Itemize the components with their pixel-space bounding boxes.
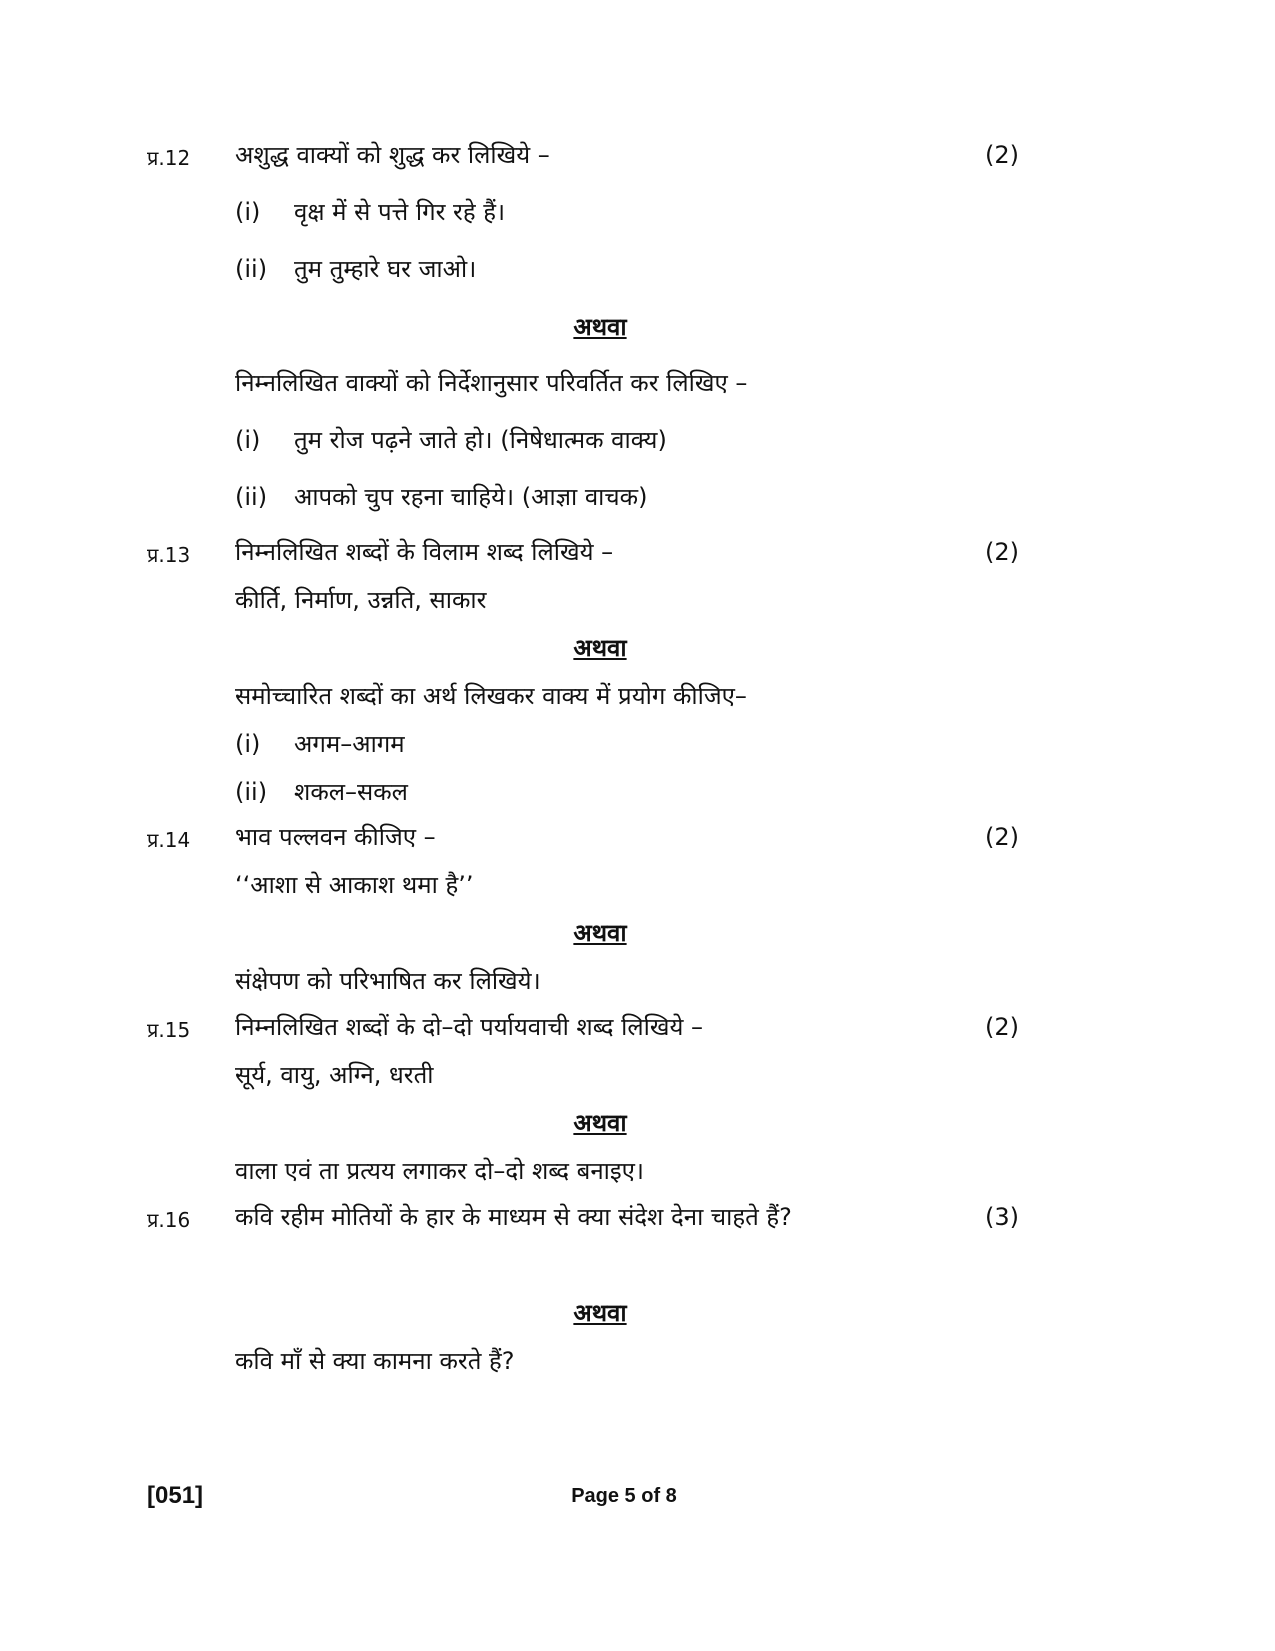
question-number: प्र.14 (147, 828, 191, 852)
alt-question-text: निम्नलिखित वाक्यों को निर्देशानुसार परिवर्तित कर लिखिए – (235, 369, 748, 397)
question-marks: (2) (985, 823, 1019, 851)
or-heading: अथवा (573, 634, 627, 662)
question-text: भाव पल्लवन कीजिए – (235, 823, 436, 851)
or-heading: अथवा (573, 313, 627, 341)
question-text: अशुद्ध वाक्यों को शुद्ध कर लिखिये – (235, 141, 550, 169)
question-number: प्र.12 (147, 146, 191, 170)
item-text: अगम–आगम (294, 730, 405, 758)
item-text: तुम रोज पढ़ने जाते हो। (निषेधात्मक वाक्य) (294, 426, 667, 454)
item-text: आपको चुप रहना चाहिये। (आज्ञा वाचक) (294, 483, 648, 511)
question-marks: (2) (985, 1013, 1019, 1041)
item-text: शकल–सकल (294, 778, 408, 806)
or-heading: अथवा (573, 1299, 627, 1327)
question-text: कवि रहीम मोतियों के हार के माध्यम से क्या संदेश देना चाहते हैं? (235, 1203, 792, 1231)
item-label: (ii) (235, 255, 268, 283)
item-label: (i) (235, 198, 261, 226)
item-label: (ii) (235, 483, 268, 511)
question-number: प्र.15 (147, 1018, 191, 1042)
question-marks: (2) (985, 538, 1019, 566)
question-number: प्र.16 (147, 1208, 191, 1232)
or-heading: अथवा (573, 919, 627, 947)
alt-question-text: वाला एवं ता प्रत्यय लगाकर दो–दो शब्द बनाइए। (235, 1157, 645, 1185)
word-list: सूर्य, वायु, अग्नि, धरती (235, 1061, 434, 1089)
or-heading: अथवा (573, 1109, 627, 1137)
item-label: (ii) (235, 778, 268, 806)
item-text: तुम तुम्हारे घर जाओ। (294, 255, 477, 283)
question-text: निम्नलिखित शब्दों के विलाम शब्द लिखिये – (235, 538, 614, 566)
alt-question-text: समोच्चारित शब्दों का अर्थ लिखकर वाक्य में प्रयोग कीजिए– (235, 682, 747, 710)
question-marks: (2) (985, 141, 1019, 169)
item-label: (i) (235, 730, 261, 758)
question-number: प्र.13 (147, 543, 191, 567)
word-list: कीर्ति, निर्माण, उन्नति, साकार (235, 586, 487, 614)
question-text: निम्नलिखित शब्दों के दो–दो पर्यायवाची शब्द लिखिये – (235, 1013, 704, 1041)
alt-question-text: कवि माँ से क्या कामना करते हैं? (235, 1347, 515, 1375)
alt-question-text: संक्षेपण को परिभाषित कर लिखिये। (235, 967, 541, 995)
item-text: वृक्ष में से पत्ते गिर रहे हैं। (294, 198, 506, 226)
item-label: (i) (235, 426, 261, 454)
paper-code: [051] (147, 1482, 204, 1509)
page-number: Page 5 of 8 (571, 1485, 677, 1507)
question-marks: (3) (985, 1203, 1019, 1231)
quote-text: ‘‘आशा से आकाश थमा है’’ (235, 871, 474, 899)
